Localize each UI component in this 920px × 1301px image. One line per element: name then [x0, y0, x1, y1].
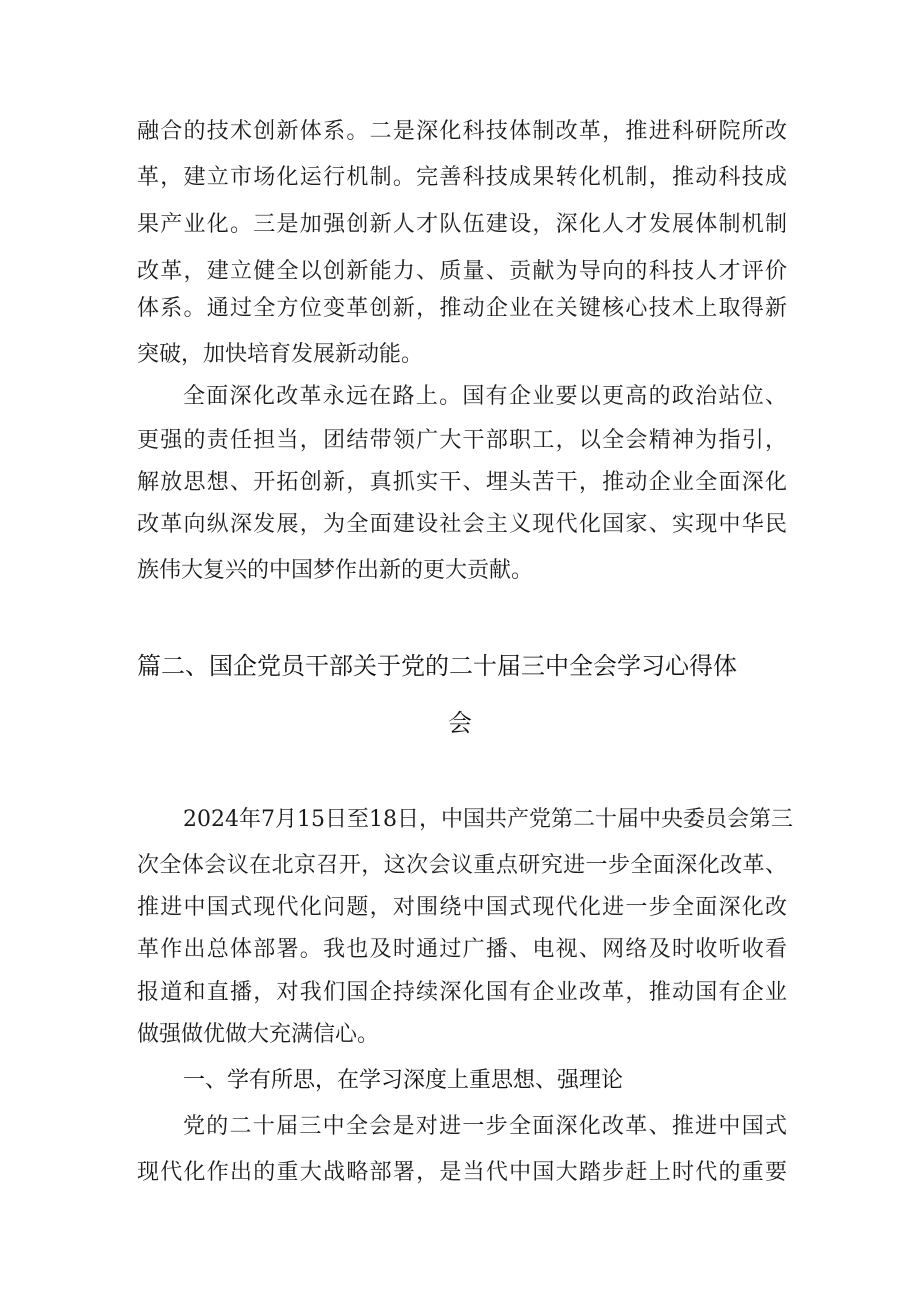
paragraph-line: 体系。通过全方位变革创新，推动企业在关键核心技术上取得新 — [137, 296, 787, 321]
article-title: 篇二、国企党员干部关于党的二十届三中全会学习心得体 — [137, 652, 737, 680]
paragraph-line: 更强的责任担当，团结带领广大干部职工，以全会精神为指引， — [137, 428, 787, 453]
paragraph-line: 做强做优做大充满信心。 — [137, 1022, 380, 1047]
section-subheading: 一、学有所思，在学习深度上重思想、强理论 — [183, 1068, 624, 1093]
paragraph-line: 党的二十届三中全会是对进一步全面深化改革、推进中国式 — [183, 1114, 787, 1139]
paragraph-line: 现代化作出的重大战略部署，是当代中国大踏步赶上时代的重要 — [137, 1160, 787, 1185]
paragraph-line: 果产业化。三是加强创新人才队伍建设，深化人才发展体制机制 — [137, 212, 787, 237]
paragraph-line: 推进中国式现代化问题，对围绕中国式现代化进一步全面深化改 — [137, 895, 787, 920]
paragraph-line: 改革向纵深发展，为全面建设社会主义现代化国家、实现中华民 — [137, 512, 787, 537]
paragraph-line: 次全体会议在北京召开，这次会议重点研究进一步全面深化改革、 — [137, 853, 787, 878]
paragraph-line: 改革，建立健全以创新能力、质量、贡献为导向的科技人才评价 — [137, 259, 787, 284]
paragraph-line: 解放思想、开拓创新，真抓实干、埋头苦干，推动企业全面深化 — [137, 470, 787, 495]
paragraph-line: 突破，加快培育发展新动能。 — [137, 342, 424, 367]
paragraph-line: 全面深化改革永远在路上。国有企业要以更高的政治站位、 — [183, 384, 787, 409]
paragraph-line: 革作出总体部署。我也及时通过广播、电视、网络及时收听收看 — [137, 937, 787, 962]
paragraph-line: 2024年7月15日至18日，中国共产党第二十届中央委员会第三 — [183, 807, 793, 832]
article-title-continued: 会 — [448, 709, 472, 737]
paragraph-line: 族伟大复兴的中国梦作出新的更大贡献。 — [137, 558, 534, 583]
paragraph-line: 革，建立市场化运行机制。完善科技成果转化机制，推动科技成 — [137, 165, 787, 190]
paragraph-line: 报道和直播，对我们国企持续深化国有企业改革，推动国有企业 — [137, 980, 787, 1005]
paragraph-line: 融合的技术创新体系。二是深化科技体制改革，推进科研院所改 — [137, 119, 787, 144]
